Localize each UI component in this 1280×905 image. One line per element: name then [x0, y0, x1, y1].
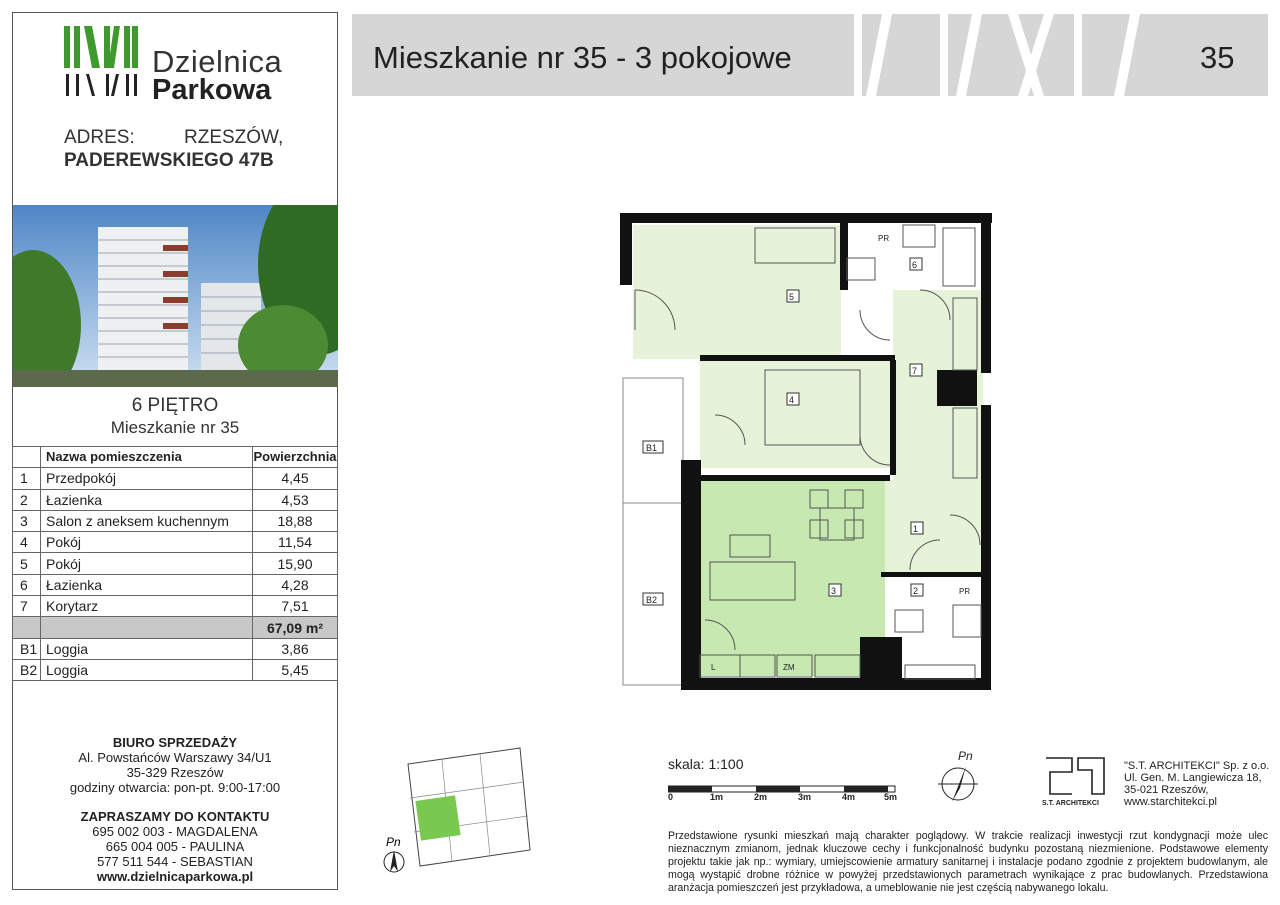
- scale-tick: 4m: [842, 792, 856, 802]
- living-room-3-fill: [700, 480, 885, 676]
- building-key-plan: [380, 742, 550, 882]
- table-row: [13, 638, 338, 659]
- floor-plan: [615, 210, 1000, 695]
- fixture-label: PR: [959, 587, 971, 596]
- scale-bar: [668, 784, 898, 796]
- north-label: Pn: [958, 749, 973, 763]
- room-4-fill: [700, 360, 890, 468]
- scale-tick: 5m: [884, 792, 898, 802]
- website-link[interactable]: www.dzielnicaparkowa.pl: [96, 869, 254, 884]
- table-row: [13, 659, 338, 680]
- contact-phone[interactable]: 577 511 544 - SEBASTIAN: [97, 854, 253, 869]
- logo-title-line1: Dzielnica: [152, 44, 283, 79]
- row-area: 15,90: [253, 553, 338, 574]
- row-name: Pokój: [41, 532, 253, 553]
- decorative-stripes: [848, 14, 1178, 96]
- table-row: [13, 553, 338, 574]
- row-area: 7,51: [253, 596, 338, 617]
- scale-tick: 0: [668, 792, 674, 802]
- firm-logo-caption: S.T. ARCHITEKCI: [1042, 800, 1099, 807]
- row-area: 3,86: [253, 638, 338, 659]
- table-row: [13, 510, 338, 531]
- table-row: [13, 489, 338, 510]
- row-name: Loggia: [41, 659, 253, 680]
- row-name: Łazienka: [41, 489, 253, 510]
- address-city: RZESZÓW,: [184, 127, 284, 148]
- fixture-label: ZM: [783, 663, 795, 672]
- sales-office-title: BIURO SPRZEDAŻY: [112, 735, 238, 750]
- header-area-cell: Powierzchnia: [253, 447, 338, 468]
- firm-street: Ul. Gen. M. Langiewicza 18,: [1124, 772, 1262, 784]
- scale-tick: 1m: [710, 792, 724, 802]
- row-no: B1: [13, 638, 41, 659]
- dzielnica-parkowa-logo-icon: [62, 24, 142, 100]
- contact-title: ZAPRASZAMY DO KONTAKTU: [80, 809, 270, 824]
- firm-website[interactable]: www.starchitekci.pl: [1124, 796, 1217, 808]
- table-row: [13, 596, 338, 617]
- scale-tick: 3m: [798, 792, 812, 802]
- header-no-cell: [13, 447, 41, 468]
- table-row: [13, 532, 338, 553]
- table-header-row: [13, 447, 338, 468]
- row-no: 4: [13, 532, 41, 553]
- apartment-number: 35: [1200, 40, 1235, 75]
- row-area: 5,45: [253, 659, 338, 680]
- room-label: 7: [912, 366, 918, 376]
- room-label: 6: [912, 260, 918, 270]
- header-name-cell: Nazwa pomieszczenia: [41, 447, 253, 468]
- row-name: Przedpokój: [41, 468, 253, 489]
- row-name: Łazienka: [41, 574, 253, 595]
- loggia-label: B2: [646, 595, 658, 605]
- row-area: 11,54: [253, 532, 338, 553]
- room-label: 5: [789, 292, 795, 302]
- firm-city: 35-021 Rzeszów,: [1124, 784, 1209, 796]
- room-label: 3: [831, 586, 837, 596]
- floor-label: 6 PIĘTRO: [131, 395, 219, 416]
- st-architekci-logo-icon: [1042, 754, 1108, 800]
- row-name: Pokój: [41, 553, 253, 574]
- sales-office-street: Al. Powstańców Warszawy 34/U1: [78, 750, 272, 765]
- row-name: Salon z aneksem kuchennym: [41, 510, 253, 531]
- row-no: 5: [13, 553, 41, 574]
- apartment-name: Mieszkanie nr 35: [110, 418, 240, 437]
- page-title: Mieszkanie nr 35 - 3 pokojowe: [373, 40, 792, 75]
- row-area: 4,53: [253, 489, 338, 510]
- row-no: 7: [13, 596, 41, 617]
- scale-tick: 2m: [754, 792, 768, 802]
- table-row: [13, 574, 338, 595]
- room-area-table: [12, 446, 338, 681]
- fixture-label: PR: [878, 234, 890, 243]
- north-label: Pn: [386, 835, 401, 849]
- firm-info: [1124, 760, 1269, 808]
- room-5-fill: [633, 225, 841, 359]
- compass-icon: [936, 748, 986, 806]
- contact-phone[interactable]: 665 004 005 - PAULINA: [105, 839, 245, 854]
- room-label: 1: [913, 524, 919, 534]
- loggia-label: B1: [646, 443, 658, 453]
- row-area: 4,28: [253, 574, 338, 595]
- row-no: 6: [13, 574, 41, 595]
- row-name: Korytarz: [41, 596, 253, 617]
- table-total-row: [13, 617, 338, 638]
- sales-office-city: 35-329 Rzeszów: [126, 765, 224, 780]
- disclaimer-text: Przedstawione rysunki mieszkań mają charakter poglądowy. W trakcie realizacji inwestycji rzut kondygnacji może ulec nieznacznym zmianom, jednak kluczowe cechy i funkcjonalność budynku pozostaną niezmienione. Podstawowe elementy projektu takie jak np.: wymiary, umiejscowienie armatury sanitarnej i instalacje podano zgodnie z projektem budowlanym, ale mogą wystąpić drobne różnice w powyżej przedstawionych parametrach wynikające z prac budowlanych. Przedstawiona aranżacja pomieszczeń jest przykładowa, a umeblowanie nie jest częścią nabywanego lokalu.: [668, 830, 1268, 894]
- scale-label: skala: 1:100: [668, 756, 744, 772]
- row-area: 4,45: [253, 468, 338, 489]
- row-no: 3: [13, 510, 41, 531]
- row-area: 18,88: [253, 510, 338, 531]
- row-no: B2: [13, 659, 41, 680]
- contact-phone[interactable]: 695 002 003 - MAGDALENA: [92, 824, 258, 839]
- logo-title-line2: Parkowa: [152, 74, 272, 106]
- hallway-1-fill: [885, 480, 983, 575]
- building-photo: [13, 205, 338, 387]
- address-street: PADEREWSKIEGO 47B: [64, 150, 274, 171]
- sales-office-hours: godziny otwarcia: pon-pt. 9:00-17:00: [69, 780, 281, 795]
- total-area: 67,09 m²: [253, 617, 338, 638]
- row-no: 2: [13, 489, 41, 510]
- room-label: 4: [789, 395, 795, 405]
- row-no: 1: [13, 468, 41, 489]
- table-row: [13, 468, 338, 489]
- fixture-label: L: [711, 663, 716, 672]
- room-label: 2: [913, 586, 919, 596]
- firm-name: "S.T. ARCHITEKCI" Sp. z o.o.: [1124, 760, 1270, 772]
- row-name: Loggia: [41, 638, 253, 659]
- address-label: ADRES:: [64, 127, 135, 148]
